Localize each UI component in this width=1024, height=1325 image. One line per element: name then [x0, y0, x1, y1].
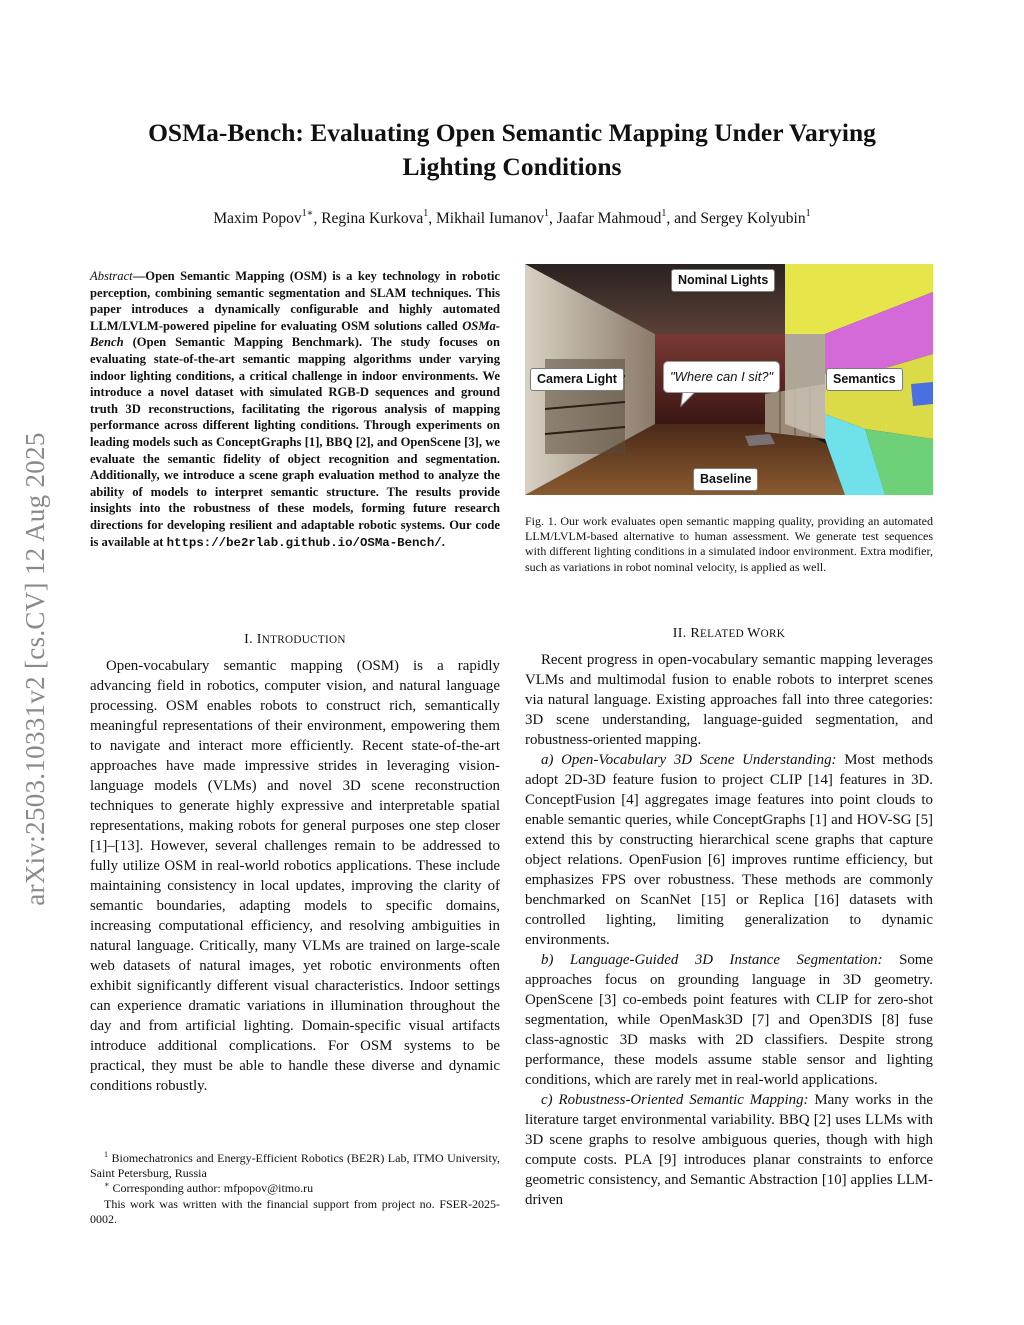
paragraph: b) Language-Guided 3D Instance Segmentation: Some approaches focus on grounding language in 3D geometry. OpenScene [3] co-embeds point features with CLIP for zero-shot segmentation, while OpenMask3D [7] and Open3DIS [8] fuse class-agnostic 3D masks with 2D classifiers. Despite strong performance, these models assume stable sensor and lighting conditions, which are rarely met in real-world applications. [525, 952, 933, 1088]
benchmark-name: OSMa-Bench [90, 318, 500, 350]
label-baseline: Baseline [693, 468, 758, 491]
paragraph: c) Robustness-Oriented Semantic Mapping: Many works in the literature target environmental variability. BBQ [2] uses LLMs with 3D scene graphs to resolve ambiguous queries, though with high compute costs. PLA [9] introduces planar constraints to enforce geometric consistency, and Semantic Abstraction [10] applies LLM-driven [525, 1092, 933, 1208]
author: Sergey Kolyubin$^1$ [700, 208, 811, 227]
title-line-2: Lighting Conditions [402, 152, 622, 181]
introduction-body [90, 656, 500, 1096]
footnote-funding: This work was written with the financial support from project no. FSER-2025-0002. [90, 1196, 500, 1226]
author: Jaafar Mahmoud$^1$, and [556, 208, 701, 227]
label-nominal-lights: Nominal Lights [671, 269, 775, 292]
subsection-heading: b) Language-Guided 3D Instance Segmentation: [541, 952, 883, 968]
footnotes [90, 1151, 500, 1227]
related-work-body [525, 650, 933, 1210]
paragraph: a) Open-Vocabulary 3D Scene Understanding: Most methods adopt 2D-3D feature fusion to project CLIP [14] features in 3D. ConceptFusion [4] aggregates image features into point clouds to enable semantic queries, while ConceptGraphs [1] and HOV-SG [5] extend this by constructing hierarchical scene graphs that capture object relations. OpenFusion [6] improves runtime efficiency, but emphasizes FPS over robustness. These methods are commonly benchmarked on ScanNet [15] or Replica [16] datasets with controlled lighting, limiting generalization to dynamic environments. [525, 752, 933, 948]
right-wall [785, 334, 825, 439]
abstract: Abstract—Open Semantic Mapping (OSM) is a key technology in robotic perception, combining semantic segmentation and SLAM techniques. This paper introduces a dynamically configurable and highly automated LLM/LVLM-powered pipeline for evaluating OSM solutions called OSMa-Bench (Open Semantic Mapping Benchmark). The study focuses on evaluating state-of-the-art semantic mapping algorithms under varying indoor lighting conditions, a critical challenge in indoor environments. We introduce a novel dataset with simulated RGB-D sequences and ground truth 3D reconstructions, facilitating the rigorous analysis of mapping performance across different lighting conditions. Through experiments on leading models such as ConceptGraphs [1], BBQ [2], and OpenScene [3], we evaluate the semantic fidelity of object recognition and segmentation. Additionally, we introduce a scene graph evaluation method to analyze the ability of models to interpret semantic structure. The results provide insights into the robustness of these models, forming future research directions for developing resilient and adaptable robotic systems. Our code is available at https://be2rlab.github.io/OSMa-Bench/. [90, 269, 500, 550]
author: Regina Kurkova$^1$, [321, 208, 436, 227]
title-line-1: OSMa-Bench: Evaluating Open Semantic Mapping Under Varying [148, 118, 876, 147]
figure-1-image [525, 264, 933, 495]
label-semantics: Semantics [826, 368, 903, 391]
semantic-region-blue [911, 382, 933, 406]
paragraph: Open-vocabulary semantic mapping (OSM) is a rapidly advancing field in robotics, computer vision, and natural language processing. OSM enables robots to construct rich, semantically meaningful representations of their environment, empowering them to navigate and interact more efficiently. Recent state-of-the-art approaches have made impressive strides in leveraging vision-language models (VLMs) and novel 3D scene reconstruction techniques to generate highly expressive and interpretable spatial representations, making robots for general purposes one step closer [1]–[13]. However, several challenges remain to be addressed to fully utilize OSM in real-world robotics applications. These include maintaining consistency in local updates, improving the clarity of semantic boundaries, adapting models to specific domains, increasing computational efficiency, and resolving ambiguities in natural language. Critically, many VLMs are trained on large-scale web datasets of natural images, yet robotic environments often exhibit significantly different visual characteristics. Indoor settings can experience dramatic variations in illumination throughout the day and from artificial lighting. Domain-specific visual artifacts introduce additional complications. For OSM systems to be practical, they must be able to handle these diverse and dynamic conditions robustly. [90, 658, 500, 1094]
query-speech-bubble: "Where can I sit?" [663, 361, 780, 393]
code-url-link[interactable]: https://be2rlab.github.io/OSMa-Bench/ [166, 535, 442, 550]
paper-title [110, 116, 914, 184]
author: Mikhail Iumanov$^1$, [435, 208, 557, 227]
author: Maxim Popov$^{1∗}$, [213, 208, 322, 227]
section-heading-introduction: I. INTRODUCTION [244, 632, 346, 647]
footnote-corresponding: ∗ Corresponding author: mfpopov@itmo.ru [104, 1180, 314, 1196]
paragraph: Recent progress in open-vocabulary semantic mapping leverages VLMs and multimodal fusion to enable robots to interpret scenes via natural language. Existing approaches fall into three categories: 3D scene understanding, language-guided segmentation, and robustness-oriented mapping. [525, 652, 933, 748]
figure-1-caption: Fig. 1. Our work evaluates open semantic mapping quality, providing an automated LLM/LVLM-based alternative to human assessment. We generate test sequences with different lighting conditions in a simulated indoor environment. Extra modifier, such as variations in robot nominal velocity, is applied as well. [525, 514, 933, 574]
arxiv-identifier-stamp: arXiv:2503.10331v2 [cs.CV] 12 Aug 2025 [20, 432, 50, 906]
subsection-heading: a) Open-Vocabulary 3D Scene Understanding: [541, 752, 837, 768]
floor-item [745, 434, 775, 446]
author-list [90, 210, 934, 228]
label-camera-light: Camera Light [530, 368, 624, 391]
section-heading-related-work: II. RELATED WORK [672, 626, 786, 641]
footnote-affiliation: $^1$ Biomechatronics and Energy-Efficient Robotics (BE2R) Lab, ITMO University, Saint Petersburg, Russia [90, 1150, 500, 1181]
subsection-heading: c) Robustness-Oriented Semantic Mapping: [541, 1092, 809, 1108]
abstract-label: Abstract [90, 269, 133, 283]
